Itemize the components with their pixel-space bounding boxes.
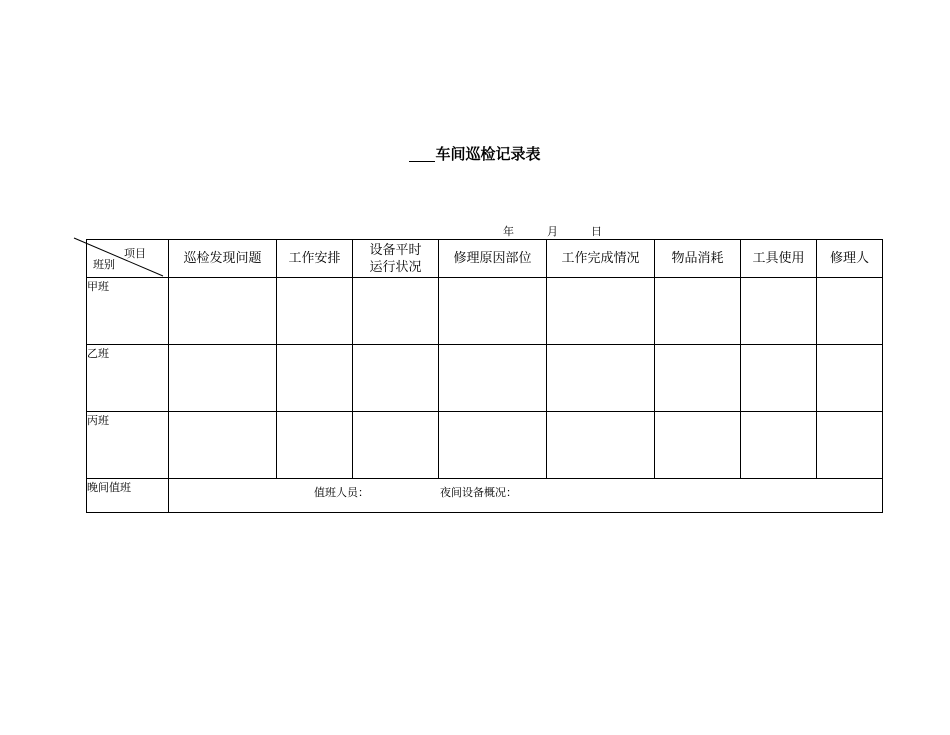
table-cell[interactable] <box>439 412 547 479</box>
table-cell[interactable] <box>655 278 741 345</box>
date-year-label: 年 <box>503 225 514 238</box>
night-staff-label: 值班人员： <box>314 486 369 499</box>
table-row <box>87 412 883 479</box>
row-label-night-duty: 晚间值班 <box>87 479 169 513</box>
table-cell[interactable] <box>741 412 817 479</box>
table-cell[interactable] <box>169 278 277 345</box>
header-cell: 工具使用 <box>741 240 817 278</box>
table-cell[interactable] <box>547 345 655 412</box>
table-cell[interactable] <box>655 412 741 479</box>
table-cell[interactable] <box>277 412 353 479</box>
header-cell: 巡检发现问题 <box>169 240 277 278</box>
table-cell[interactable] <box>817 345 883 412</box>
table-cell[interactable] <box>169 345 277 412</box>
table-cell[interactable] <box>353 345 439 412</box>
document-title: 车间巡检记录表 <box>0 143 950 164</box>
row-label-shift-a: 甲班 <box>87 278 169 345</box>
header-cell: 工作完成情况 <box>547 240 655 278</box>
header-cell: 修理人 <box>817 240 883 278</box>
header-cell-equipment: 设备平时 运行状况 <box>353 240 439 278</box>
night-duty-row <box>87 479 883 513</box>
header-cell: 修理原因部位 <box>439 240 547 278</box>
table-cell[interactable] <box>655 345 741 412</box>
table-cell[interactable] <box>547 412 655 479</box>
table-row <box>87 278 883 345</box>
table-header-row <box>87 240 883 278</box>
row-label-shift-b: 乙班 <box>87 345 169 412</box>
table-cell[interactable] <box>277 278 353 345</box>
date-day-label: 日 <box>591 225 602 238</box>
corner-project-label: 项目 <box>124 247 146 260</box>
table-cell[interactable] <box>353 278 439 345</box>
header-cell: 物品消耗 <box>655 240 741 278</box>
table-cell[interactable] <box>169 412 277 479</box>
table-cell[interactable] <box>547 278 655 345</box>
table-cell[interactable] <box>439 345 547 412</box>
row-label-shift-c: 丙班 <box>87 412 169 479</box>
table-cell[interactable] <box>817 278 883 345</box>
table-cell[interactable] <box>817 412 883 479</box>
corner-shift-label: 班别 <box>93 258 115 271</box>
table-cell[interactable] <box>741 345 817 412</box>
diagonal-divider-line <box>74 238 166 278</box>
night-equipment-label: 夜间设备概况： <box>440 486 517 499</box>
table-row <box>87 345 883 412</box>
table-cell[interactable] <box>353 412 439 479</box>
table-cell[interactable] <box>741 278 817 345</box>
date-month-label: 月 <box>547 225 558 238</box>
table-cell[interactable] <box>439 278 547 345</box>
title-blank-line <box>409 145 435 162</box>
table-cell[interactable] <box>277 345 353 412</box>
header-cell: 工作安排 <box>277 240 353 278</box>
inspection-record-table <box>86 239 883 513</box>
night-duty-cell[interactable] <box>169 479 883 513</box>
corner-header-cell <box>87 240 169 278</box>
